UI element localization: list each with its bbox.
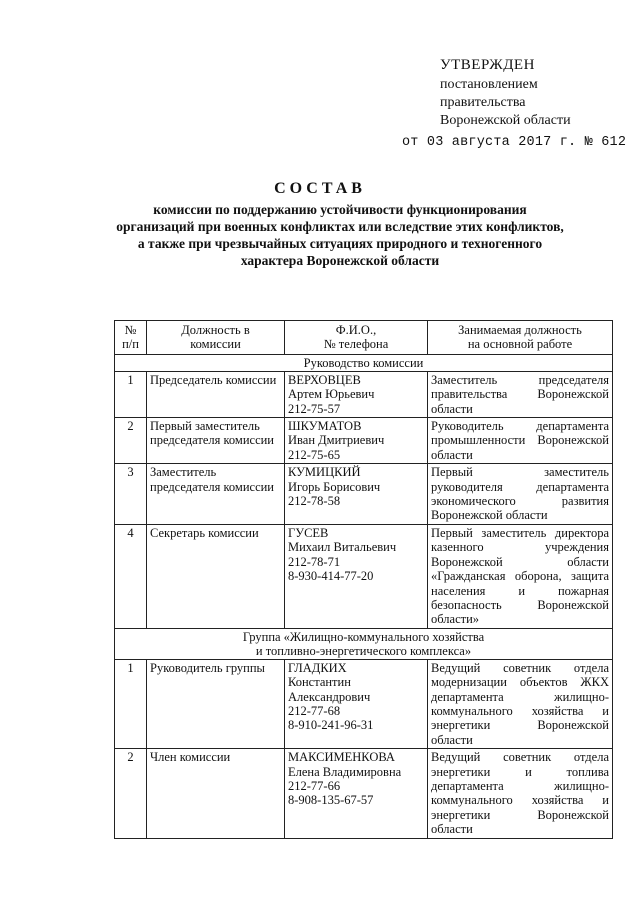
subtitle-line: комиссии по поддержанию устойчивости функционирования (153, 202, 527, 217)
approval-line: Воронежской области (440, 113, 571, 128)
row-role: Председатель комиссии (147, 371, 285, 417)
table-header-row (115, 321, 613, 355)
section-title-line: Руководство комиссии (303, 355, 424, 370)
row-given-name: Артем Юрьевич (288, 387, 375, 402)
row-fio (285, 418, 428, 464)
row-surname: ВЕРХОВЦЕВ (288, 372, 361, 387)
header-number: № п/п (115, 321, 147, 355)
row-number: 2 (115, 749, 147, 838)
row-number: 1 (115, 371, 147, 417)
row-given-name: Иван Дмитриевич (288, 433, 385, 448)
commission-roster-table (114, 320, 613, 839)
row-given-name: Константин Александрович (288, 675, 371, 704)
approval-line: постановлением (440, 77, 538, 92)
section-row (115, 354, 613, 371)
table-row (115, 524, 613, 628)
section-title (115, 354, 613, 371)
table-row (115, 464, 613, 525)
row-job: Руководитель департамента промышленности Воронежской области (428, 418, 613, 464)
row-role: Член комиссии (147, 749, 285, 838)
row-role: Первый заместитель председателя комиссии (147, 418, 285, 464)
row-phone: 8-908-135-67-57 (288, 793, 374, 808)
row-surname: ГЛАДКИХ (288, 660, 347, 675)
approval-line: правительства (440, 95, 526, 110)
row-fio (285, 659, 428, 748)
row-job: Первый заместитель директора казенного учреждения Воронежской области «Гражданская оборона, защита населения и пожарная безопасность Воронежской области» (428, 524, 613, 628)
row-fio (285, 371, 428, 417)
row-fio (285, 464, 428, 525)
document-subtitle (100, 201, 580, 269)
row-phone: 212-77-66 (288, 778, 341, 793)
table-row (115, 749, 613, 838)
subtitle-line: а также при чрезвычайных ситуациях природного и техногенного (137, 236, 543, 251)
subtitle-line: организаций при военных конфликтах или вследствие этих конфликтов, (116, 219, 564, 234)
row-number: 3 (115, 464, 147, 525)
table-row (115, 659, 613, 748)
approval-heading: УТВЕРЖДЕН (440, 57, 535, 73)
row-surname: ГУСЕВ (288, 525, 329, 540)
row-phone: 212-78-71 (288, 554, 341, 569)
table-row (115, 371, 613, 417)
row-surname: МАКСИМЕНКОВА (288, 750, 395, 765)
section-title-line: Группа «Жилищно-коммунального хозяйства (242, 629, 485, 644)
row-phone: 212-75-65 (288, 447, 341, 462)
row-job: Ведущий советник отдела модернизации объектов ЖКХ департамента жилищно-коммунального хозяйства и энергетики Воронежской области (428, 659, 613, 748)
row-number: 4 (115, 524, 147, 628)
row-given-name: Елена Владимировна (288, 764, 402, 779)
row-job: Заместитель председателя правительства Воронежской области (428, 371, 613, 417)
row-phone: 8-910-241-96-31 (288, 718, 374, 733)
header-job: Занимаемая должность на основной работе (428, 321, 613, 355)
decree-reference: от 03 августа 2017 г. № 612 (402, 135, 627, 150)
approval-stamp (440, 56, 635, 130)
row-phone: 212-78-58 (288, 494, 341, 509)
row-phone: 212-77-68 (288, 703, 341, 718)
row-given-name: Михаил Витальевич (288, 540, 397, 555)
header-role: Должность в комиссии (147, 321, 285, 355)
row-job: Ведущий советник отдела энергетики и топлива департамента жилищно-коммунального хозяйства и энергетики Воронежской области (428, 749, 613, 838)
row-role: Секретарь комиссии (147, 524, 285, 628)
row-fio (285, 524, 428, 628)
subtitle-line: характера Воронежской области (240, 253, 440, 268)
row-phone: 8-930-414-77-20 (288, 569, 374, 584)
row-number: 2 (115, 418, 147, 464)
row-surname: КУМИЦКИЙ (288, 465, 361, 480)
section-title (115, 628, 613, 659)
row-job: Первый заместитель руководителя департамента экономического развития Воронежской области (428, 464, 613, 525)
row-surname: ШКУМАТОВ (288, 419, 362, 434)
row-role: Руководитель группы (147, 659, 285, 748)
row-fio (285, 749, 428, 838)
section-title-line: и топливно-энергетического комплекса» (255, 643, 472, 658)
row-given-name: Игорь Борисович (288, 479, 381, 494)
section-row (115, 628, 613, 659)
row-phone: 212-75-57 (288, 401, 341, 416)
header-fio: Ф.И.О., № телефона (285, 321, 428, 355)
document-title: СОСТАВ (274, 180, 366, 197)
row-number: 1 (115, 659, 147, 748)
row-role: Заместитель председателя комиссии (147, 464, 285, 525)
table-row (115, 418, 613, 464)
